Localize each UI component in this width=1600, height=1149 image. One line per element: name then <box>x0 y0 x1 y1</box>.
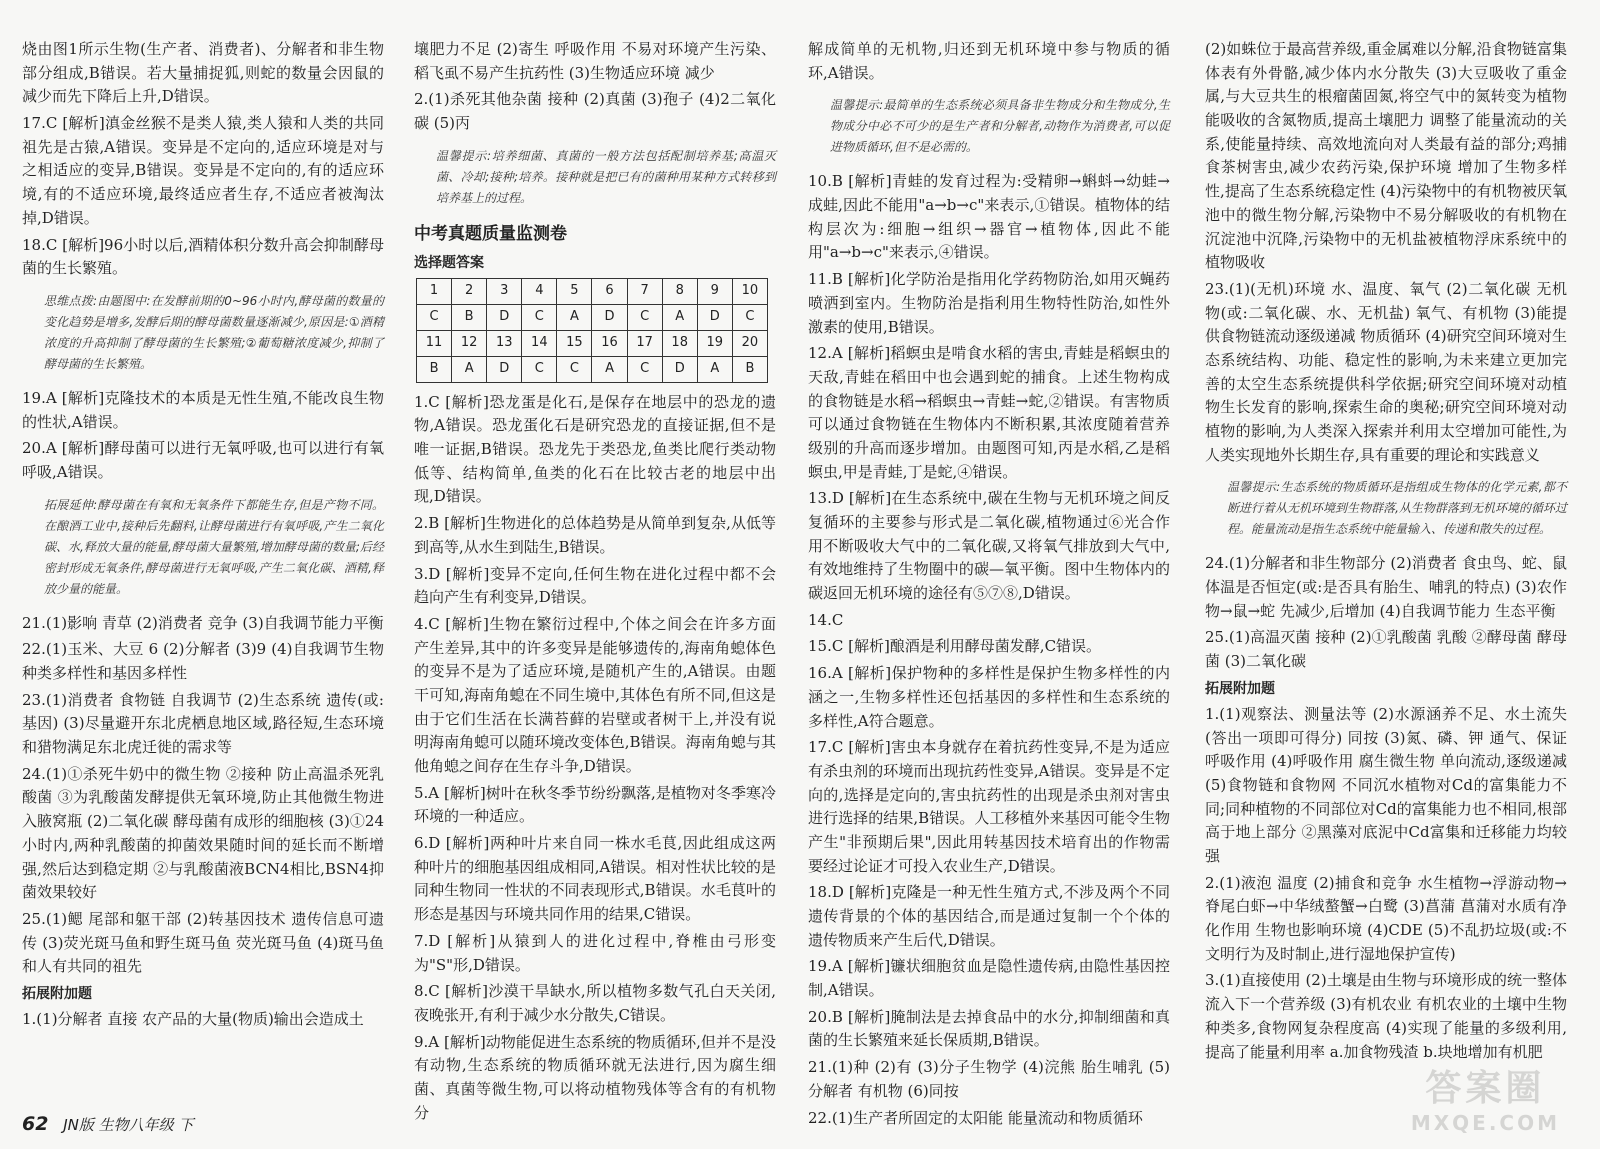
table-cell: C <box>522 356 557 382</box>
table-cell: D <box>662 356 697 382</box>
table-row <box>417 278 768 304</box>
answer-18: 18.C [解析]96小时以后,酒精体积分数升高会抑制酵母菌的生长繁殖。 <box>22 235 384 278</box>
tip-box: 拓展延伸:酵母菌在有氧和无氧条件下都能生存,但是产物不同。在酿酒工业中,接种后先翻料,让酵母菌进行有氧呼吸,产生二氧化碳、水,释放大量的能量,酵母菌大量繁殖,增加酵母菌的数量;后经密封形成无氧条件,酵母菌进行无氧呼吸,产生二氧化碳、酒精,释放少量的能量。 <box>44 497 384 596</box>
answer-19: 19.A [解析]克隆技术的本质是无性生殖,不能改良生物的性状,A错误。 <box>22 388 384 431</box>
table-title: 选择题答案 <box>414 254 484 271</box>
answer-10: 10.B [解析]青蛙的发育过程为:受精卵→蝌蚪→幼蛙→成蛙,因此不能用"a→b→c"来表示,①错误。植物体的结构层次为:细胞→组织→器官→植物体,因此不能用"a→b→c"来表示,④错误。 <box>808 172 1170 262</box>
table-cell: 13 <box>487 330 522 356</box>
table-row <box>417 330 768 356</box>
table-cell: 1 <box>417 278 452 304</box>
answer-22: 22.(1)生产者所固定的太阳能 能量流动和物质循环 <box>808 1108 1143 1127</box>
book-title: JN版 生物八年级 下 <box>63 1116 194 1134</box>
answer-3: 3.D [解析]变异不定向,任何生物在进化过程中都不会趋向产生有利变异,D错误。 <box>414 564 776 607</box>
answer-25: 25.(1)高温灭菌 接种 (2)①乳酸菌 乳酸 ②酵母菌 酵母菌 (3)二氧化碳 <box>1205 628 1567 671</box>
answer-paragraph: 壤肥力不足 (2)寄生 呼吸作用 不易对环境产生污染、稻飞虱不易产生抗药性 (3)生物适应环境 减少 <box>414 40 776 82</box>
extra-answer-1: 1.(1)分解者 直接 农产品的大量(物质)输出会造成土 <box>22 1010 364 1029</box>
table-cell: D <box>697 304 732 330</box>
column-4 <box>1205 38 1567 1067</box>
answer-24: 24.(1)分解者和非生物部分 (2)消费者 食虫鸟、蛇、鼠 体温是否恒定(或:是否具有胎生、哺乳的特点) (3)农作物→鼠→蛇 先减少,后增加 (4)自我调节能力 生态平衡 <box>1205 554 1567 620</box>
answer-18: 18.D [解析]克隆是一种无性生殖方式,不涉及两个不同遗传背景的个体的基因结合,而是通过复制一个个体的遗传物质来产生后代,D错误。 <box>808 883 1170 949</box>
tip-box: 思维点拨:由题图中:在发酵前期的0~96小时内,酵母菌的数量的变化趋势是增多,发酵后期的酵母菌数量逐渐减少,原因是:①酒精浓度的升高抑制了酵母菌的生长繁殖;②葡萄糖浓度减少,抑制了酵母菌的生长繁殖。 <box>44 293 384 371</box>
table-cell: C <box>627 304 662 330</box>
table-cell: 16 <box>592 330 627 356</box>
table-cell: D <box>592 304 627 330</box>
table-cell: A <box>662 304 697 330</box>
table-cell: 9 <box>697 278 732 304</box>
table-row <box>417 356 768 382</box>
table-cell: 5 <box>557 278 592 304</box>
table-cell: A <box>557 304 592 330</box>
answer-8: 8.C [解析]沙漠干旱缺水,所以植物多数气孔白天关闭,夜晚张开,有利于减少水分散失,C错误。 <box>414 982 776 1024</box>
table-cell: 19 <box>697 330 732 356</box>
table-cell: D <box>487 304 522 330</box>
tip-box: 温馨提示:生态系统的物质循环是指组成生物体的化学元素,都不断进行着从无机环境到生物群落,从生物群落到无机环境的循环过程。能量流动是指生态系统中能量输入、传递和散失的过程。 <box>1227 480 1567 537</box>
answer-14: 14.C <box>808 610 844 629</box>
table-cell: 7 <box>627 278 662 304</box>
answer-24: 24.(1)①杀死牛奶中的微生物 ②接种 防止高温杀死乳酸菌 ③为乳酸菌发酵提供无氧环境,防止其他微生物进入腋窝瓶 (2)二氧化碳 酵母菌有成形的细胞核 (3)①24小时内,两种乳酸菌的抑菌效果随时间的延长而不断增强,然后达到稳定期 ②与乳酸菌液BCN4相比,BSN4抑菌效果较好 <box>22 764 384 902</box>
column-3 <box>808 38 1170 1133</box>
table-cell: 10 <box>732 278 767 304</box>
answer-21: 21.(1)种 (2)有 (3)分子生物学 (4)浣熊 胎生哺乳 (5)分解者 有机物 (6)同按 <box>808 1058 1170 1100</box>
answer-17: 17.C [解析]害虫本身就存在着抗药性变异,不是为适应有杀虫剂的环境而出现抗药性变异,A错误。变异是不定向的,选择是定向的,害虫抗药性的出现是杀虫剂对害虫进行选择的结果,B错误。人工移植外来基因可能令生物产生"非预期后果",因此用转基因技术培育出的作物需要经过论证才可投入农业生产,D错误。 <box>808 738 1170 875</box>
extra-answer-1: 1.(1)观察法、测量法等 (2)水源涵养不足、水土流失(答出一项即可得分) 同按 (3)氮、磷、钾 通气、保证呼吸作用 (4)呼吸作用 腐生微生物 单向流动,逐级递减 (5)食物链和食物网 不同沉水植物对Cd的富集能力不同;同种植物的不同部位对Cd的富集能力也不相同,根部高于地上部分 ②黑藻对底泥中Cd富集和迁移能力均较强 <box>1205 704 1567 866</box>
answer-11: 11.B [解析]化学防治是指用化学药物防治,如用灭蝇药喷洒到室内。生物防治是指利用生物特性防治,如性外激素的使用,B错误。 <box>808 270 1170 336</box>
table-cell: C <box>417 304 452 330</box>
answer-20: 20.A [解析]酵母菌可以进行无氧呼吸,也可以进行有氧呼吸,A错误。 <box>22 439 384 481</box>
table-cell: 11 <box>417 330 452 356</box>
section-heading: 拓展附加题 <box>22 985 92 1002</box>
answer-22: 22.(1)玉米、大豆 6 (2)分解者 (3)9 (4)自我调节生物种类多样性和基因多样性 <box>22 640 384 682</box>
answer-15: 15.C [解析]酿酒是利用酵母菌发酵,C错误。 <box>808 637 1102 656</box>
table-cell: 6 <box>592 278 627 304</box>
answer-13: 13.D [解析]在生态系统中,碳在生物与无机环境之间反复循环的主要参与形式是二氧化碳,植物通过⑥光合作用不断吸收大气中的二氧化碳,又将氧气排放到大气中,有效地维持了生物圈中的碳—氧平衡。图中生物体内的碳返回无机环境的途径有⑤⑦⑧,D错误。 <box>808 489 1170 603</box>
answer-table <box>416 278 768 383</box>
answer-25: 25.(1)鳃 尾部和躯干部 (2)转基因技术 遗传信息可遗传 (3)荧光斑马鱼和野生斑马鱼 荧光斑马鱼 (4)斑马鱼和人有共同的祖先 <box>22 909 384 976</box>
table-cell: A <box>592 356 627 382</box>
table-cell: C <box>522 304 557 330</box>
answer-paragraph: 烧由图1所示生物(生产者、消费者)、分解者和非生物部分组成,B错误。若大量捕捉狐,则蛇的数量会因鼠的减少而先下降后上升,D错误。 <box>22 40 384 106</box>
answer-4: 4.C [解析]生物在繁衍过程中,个体之间会在许多方面产生差异,其中的许多变异是能够遗传的,海南角螅体色的变异不是为了适应环境,是随机产生的,A错误。由题干可知,海南角螅在不同生境中,其体色有所不同,但这是由于它们生活在长满苔藓的岩壁或者树干上,并没有说明海南角螅可以随环境改变体色,B错误。海南角螅与其他角螅之间存在生存斗争,D错误。 <box>414 614 776 776</box>
page-footer <box>22 1113 193 1135</box>
answer-23: 23.(1)消费者 食物链 自我调节 (2)生态系统 遗传(或:基因) (3)尽量避开东北虎栖息地区域,路径短,生态环境和猎物满足东北虎迁徙的需求等 <box>22 690 384 757</box>
table-cell: C <box>557 356 592 382</box>
answer-paragraph: (2)如蛛位于最高营养级,重金属难以分解,沿食物链富集 体表有外骨骼,减少体内水分散失 (3)大豆吸收了重金属,与大豆共生的根瘤菌固氮,将空气中的氮转变为植物能吸收的含氮物质,提高土壤肥力 调整了能量流动的关系,使能量持续、高效地流向对人类最有益的部分;鸡捕食茶树害虫,减少农药污染,保护环境 增加了生物多样性,提高了生态系统稳定性 (4)污染物中的有机物被厌氧池中的微生物分解,污染物中不易分解吸收的有机物在沉淀池中沉降,污染物中的无机盐被植物浮床系统中的植物吸收 <box>1205 40 1567 272</box>
answer-2: 2.(1)杀死其他杂菌 接种 (2)真菌 (3)孢子 (4)2二氧化碳 (5)丙 <box>414 90 776 133</box>
watermark-url: MXQE.COM <box>1410 1111 1560 1135</box>
column-1 <box>22 38 384 1035</box>
answer-16: 16.A [解析]保护物种的多样性是保护生物多样性的内涵之一,生物多样性还包括基因的多样性和生态系统的多样性,A符合题意。 <box>808 664 1170 730</box>
table-cell: 14 <box>522 330 557 356</box>
section-title: 中考真题质量监测卷 <box>414 223 567 244</box>
answer-2: 2.B [解析]生物进化的总体趋势是从简单到复杂,从低等到高等,从水生到陆生,B错误。 <box>414 514 776 556</box>
answer-23: 23.(1)(无机)环境 水、温度、氧气 (2)二氧化碳 无机物(或:二氧化碳、水、无机盐) 氧气、有机物 (3)能提供食物链流动逐级递减 物质循环 (4)研究空间环境对生态系统结构、功能、稳定性的影响,为未来建立更加完善的太空生态系统提供科学依据;研究空间环境对动植物生长发育的影响,探索生命的奥秘;研究空间环境对动植物的影响,为人类深入探索并利用太空增加可能性,为人类实现地外长期生存,具有重要的理论和实践意义 <box>1205 279 1567 464</box>
table-cell: B <box>417 356 452 382</box>
tip-box: 温馨提示:培养细菌、真菌的一般方法包括配制培养基;高温灭菌、冷却;接种;培养。接种就是把已有的菌种用某种方式转移到培养基上的过程。 <box>436 148 776 205</box>
table-cell: D <box>487 356 522 382</box>
extra-answer-3: 3.(1)直接使用 (2)土壤是由生物与环境形成的统一整体流入下一个营养级 (3)有机农业 有机农业的土壤中生物种类多,食物网复杂程度高 (4)实现了能量的多级利用,提高了能量利用率 a.加食物残渣 b.块地增加有机肥 <box>1205 971 1567 1061</box>
answer-21: 21.(1)影响 青草 (2)消费者 竞争 (3)自我调节能力平衡 <box>22 613 384 632</box>
answer-19: 19.A [解析]镰状细胞贫血是隐性遗传病,由隐性基因控制,A错误。 <box>808 957 1170 1000</box>
table-cell: 20 <box>732 330 767 356</box>
table-cell: 12 <box>452 330 487 356</box>
table-cell: A <box>697 356 732 382</box>
answer-6: 6.D [解析]两种叶片来自同一株水毛茛,因此组成这两种叶片的细胞基因组成相同,A错误。相对性状比较的是同种生物同一性状的不同表现形式,B错误。水毛茛叶的形态是基因与环境共同作用的结果,C错误。 <box>414 834 776 924</box>
answer-paragraph: 解成简单的无机物,归还到无机环境中参与物质的循环,A错误。 <box>808 40 1170 82</box>
table-cell: C <box>732 304 767 330</box>
table-cell: 18 <box>662 330 697 356</box>
table-cell: B <box>732 356 767 382</box>
tip-box: 温馨提示:最简单的生态系统必须具备非生物成分和生物成分,生物成分中必不可少的是生产者和分解者,动物作为消费者,可以促进物质循环,但不是必需的。 <box>830 98 1170 155</box>
table-cell: A <box>452 356 487 382</box>
watermark-text: 答案圈 <box>1425 1068 1546 1109</box>
table-cell: 3 <box>487 278 522 304</box>
page-number: 62 <box>22 1113 49 1135</box>
answer-7: 7.D [解析]从猿到人的进化过程中,脊椎由弓形变为"S"形,D错误。 <box>414 931 776 974</box>
table-cell: C <box>627 356 662 382</box>
column-2 <box>414 38 776 1128</box>
answer-20: 20.B [解析]腌制法是去掉食品中的水分,抑制细菌和真菌的生长繁殖来延长保质期,B错误。 <box>808 1007 1170 1050</box>
section-heading: 拓展附加题 <box>1205 680 1275 697</box>
table-cell: 2 <box>452 278 487 304</box>
extra-answer-2: 2.(1)液泡 温度 (2)捕食和竞争 水生植物→浮游动物→脊尾白虾→中华绒螯蟹→白鹭 (3)菖蒲 菖蒲对水质有净化作用 生物也影响环境 (4)CDE (5)不乱扔垃圾(或:不文明行为及时制止,进行湿地保护宣传) <box>1205 873 1567 963</box>
table-cell: 8 <box>662 278 697 304</box>
table-cell: 4 <box>522 278 557 304</box>
answer-5: 5.A [解析]树叶在秋冬季节纷纷飘落,是植物对冬季寒冷环境的一种适应。 <box>414 783 776 826</box>
answer-9: 9.A [解析]动物能促进生态系统的物质循环,但并不是没有动物,生态系统的物质循环就无法进行,因为腐生细菌、真菌等微生物,可以将动植物残体等含有的有机物分 <box>414 1032 776 1122</box>
table-row <box>417 304 768 330</box>
table-cell: 15 <box>557 330 592 356</box>
table-cell: B <box>452 304 487 330</box>
answer-17: 17.C [解析]滇金丝猴不是类人猿,类人猿和人类的共同祖先是古猿,A错误。变异是不定向的,适应环境是对与之相适应的变异,B错误。变异是不定向的,有的适应环境,有的不适应环境,最终适应者生存,不适应者被淘汰掉,D错误。 <box>22 114 384 227</box>
watermark-logo <box>1411 1060 1560 1135</box>
answer-1: 1.C [解析]恐龙蛋是化石,是保存在地层中的恐龙的遗物,A错误。恐龙蛋化石是研究恐龙的直接证据,但不是唯一证据,B错误。恐龙先于类恐龙,鱼类比爬行类动物低等、结构简单,鱼类的化石在比较古老的地层中出现,D错误。 <box>414 392 776 506</box>
table-cell: 17 <box>627 330 662 356</box>
answer-12: 12.A [解析]稻螟虫是啃食水稻的害虫,青蛙是稻螟虫的天敌,青蛙在稻田中也会遇到蛇的捕食。上述生物构成的食物链是水稻→稻螟虫→青蛙→蛇,②错误。有害物质可以通过食物链在生物体内不断积累,其浓度随着营养级别的升高而逐步增加。由题图可知,丙是水稻,乙是稻螟虫,甲是青蛙,丁是蛇,④错误。 <box>808 344 1170 481</box>
